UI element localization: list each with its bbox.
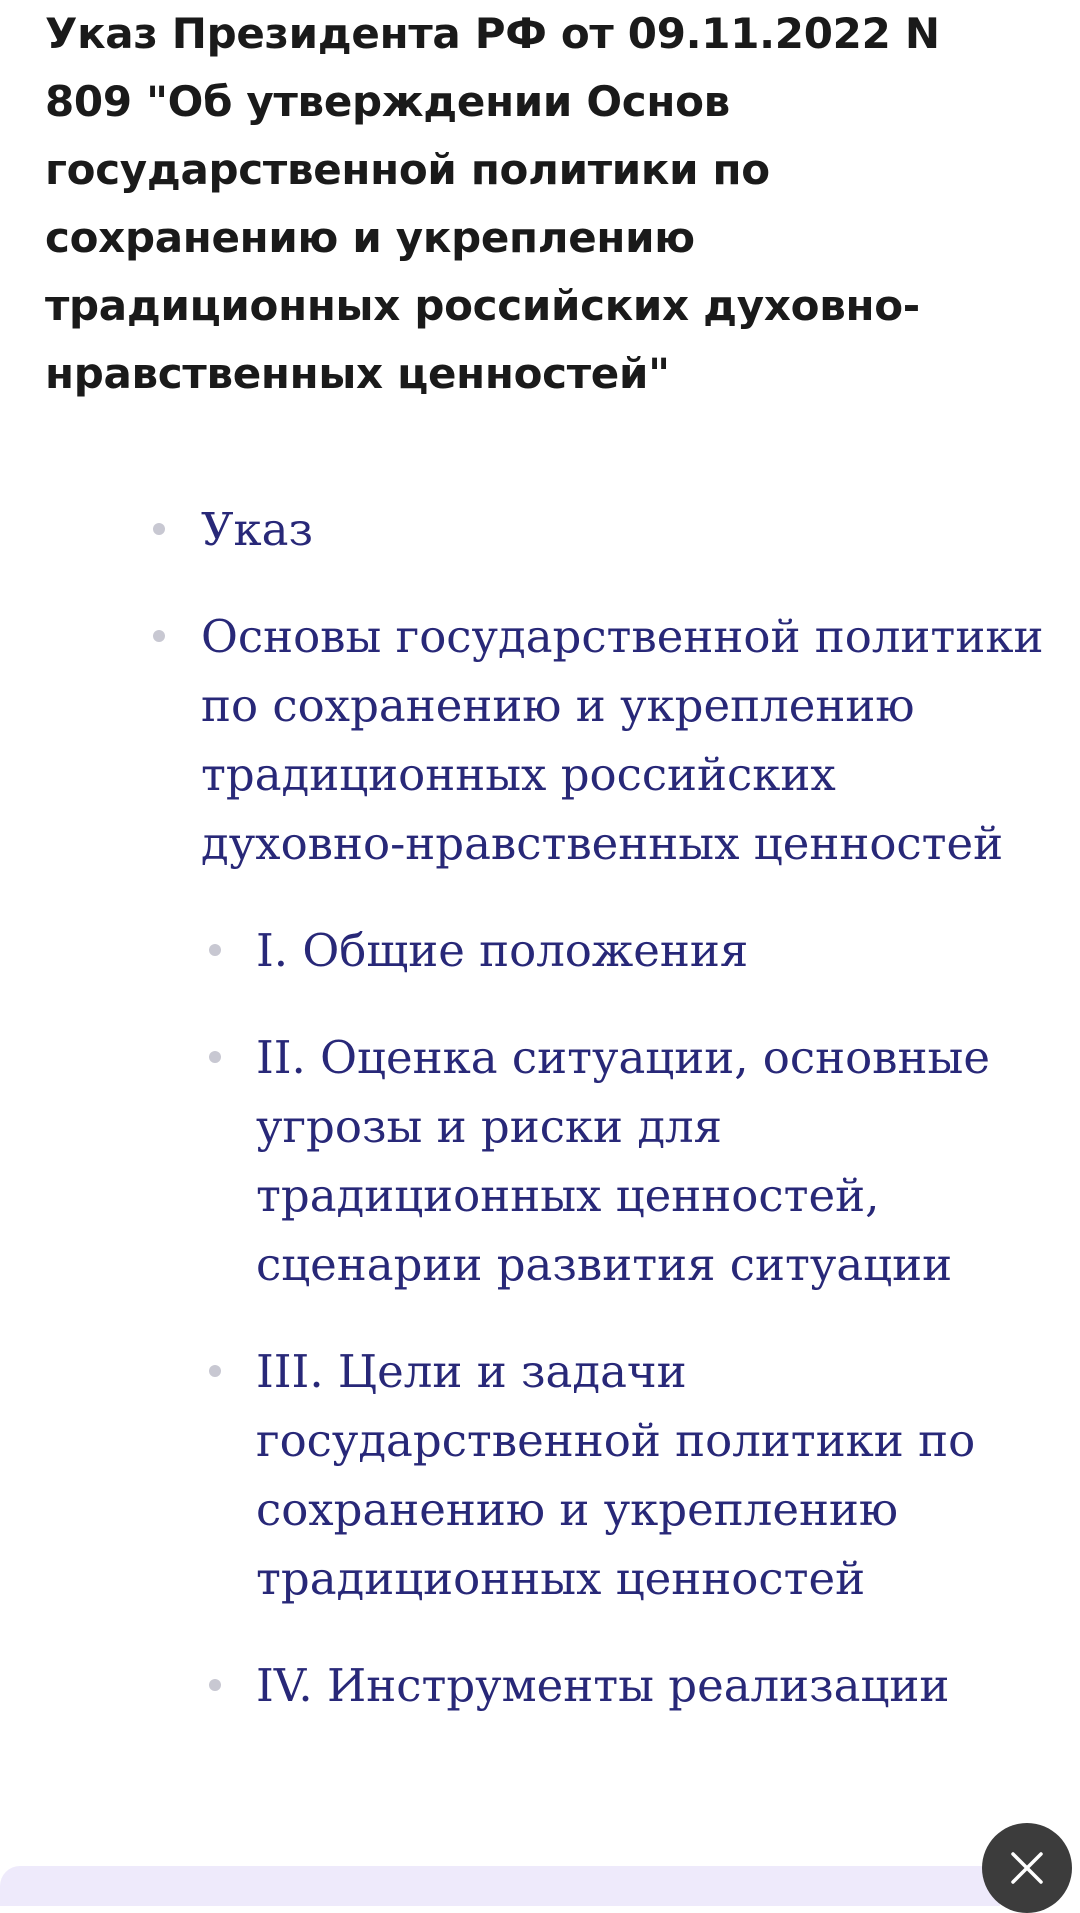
bullet-icon (209, 1051, 221, 1063)
toc-item-decree (0, 495, 1080, 564)
document-title: Указ Президента РФ от 09.11.2022 N 809 "Об утверждении Основ государственной политики по сохранению и укреплению традиционных российских духовно-нравственных ценностей" (45, 9, 940, 398)
toc-item-section-4 (0, 1651, 1080, 1720)
bullet-icon (209, 944, 221, 956)
toc-link-section-1[interactable]: I. Общие положения (256, 924, 749, 977)
toc-link-decree[interactable]: Указ (201, 503, 314, 556)
bottom-sheet-edge (0, 1866, 1000, 1906)
bullet-icon (153, 523, 165, 535)
bullet-icon (153, 630, 165, 642)
toc-link-section-3[interactable]: III. Цели и задачи государственной политики по сохранению и укреплению традиционных ценностей (256, 1345, 976, 1605)
toc-item-section-1 (0, 916, 1080, 985)
toc-link-section-2[interactable]: II. Оценка ситуации, основные угрозы и риски для традиционных ценностей, сценарии развития ситуации (256, 1031, 990, 1291)
toc-link-section-4[interactable]: IV. Инструменты реализации (256, 1659, 950, 1712)
close-icon (1010, 1851, 1044, 1885)
toc-link-foundations[interactable]: Основы государственной политики по сохранению и укреплению традиционных российских духовно-нравственных ценностей (201, 610, 1044, 870)
toc-item-section-3 (0, 1337, 1080, 1613)
bullet-icon (209, 1679, 221, 1691)
bullet-icon (209, 1365, 221, 1377)
table-of-contents (0, 495, 1080, 1758)
toc-item-section-2 (0, 1023, 1080, 1299)
close-button[interactable] (982, 1823, 1072, 1913)
toc-item-foundations (0, 602, 1080, 878)
